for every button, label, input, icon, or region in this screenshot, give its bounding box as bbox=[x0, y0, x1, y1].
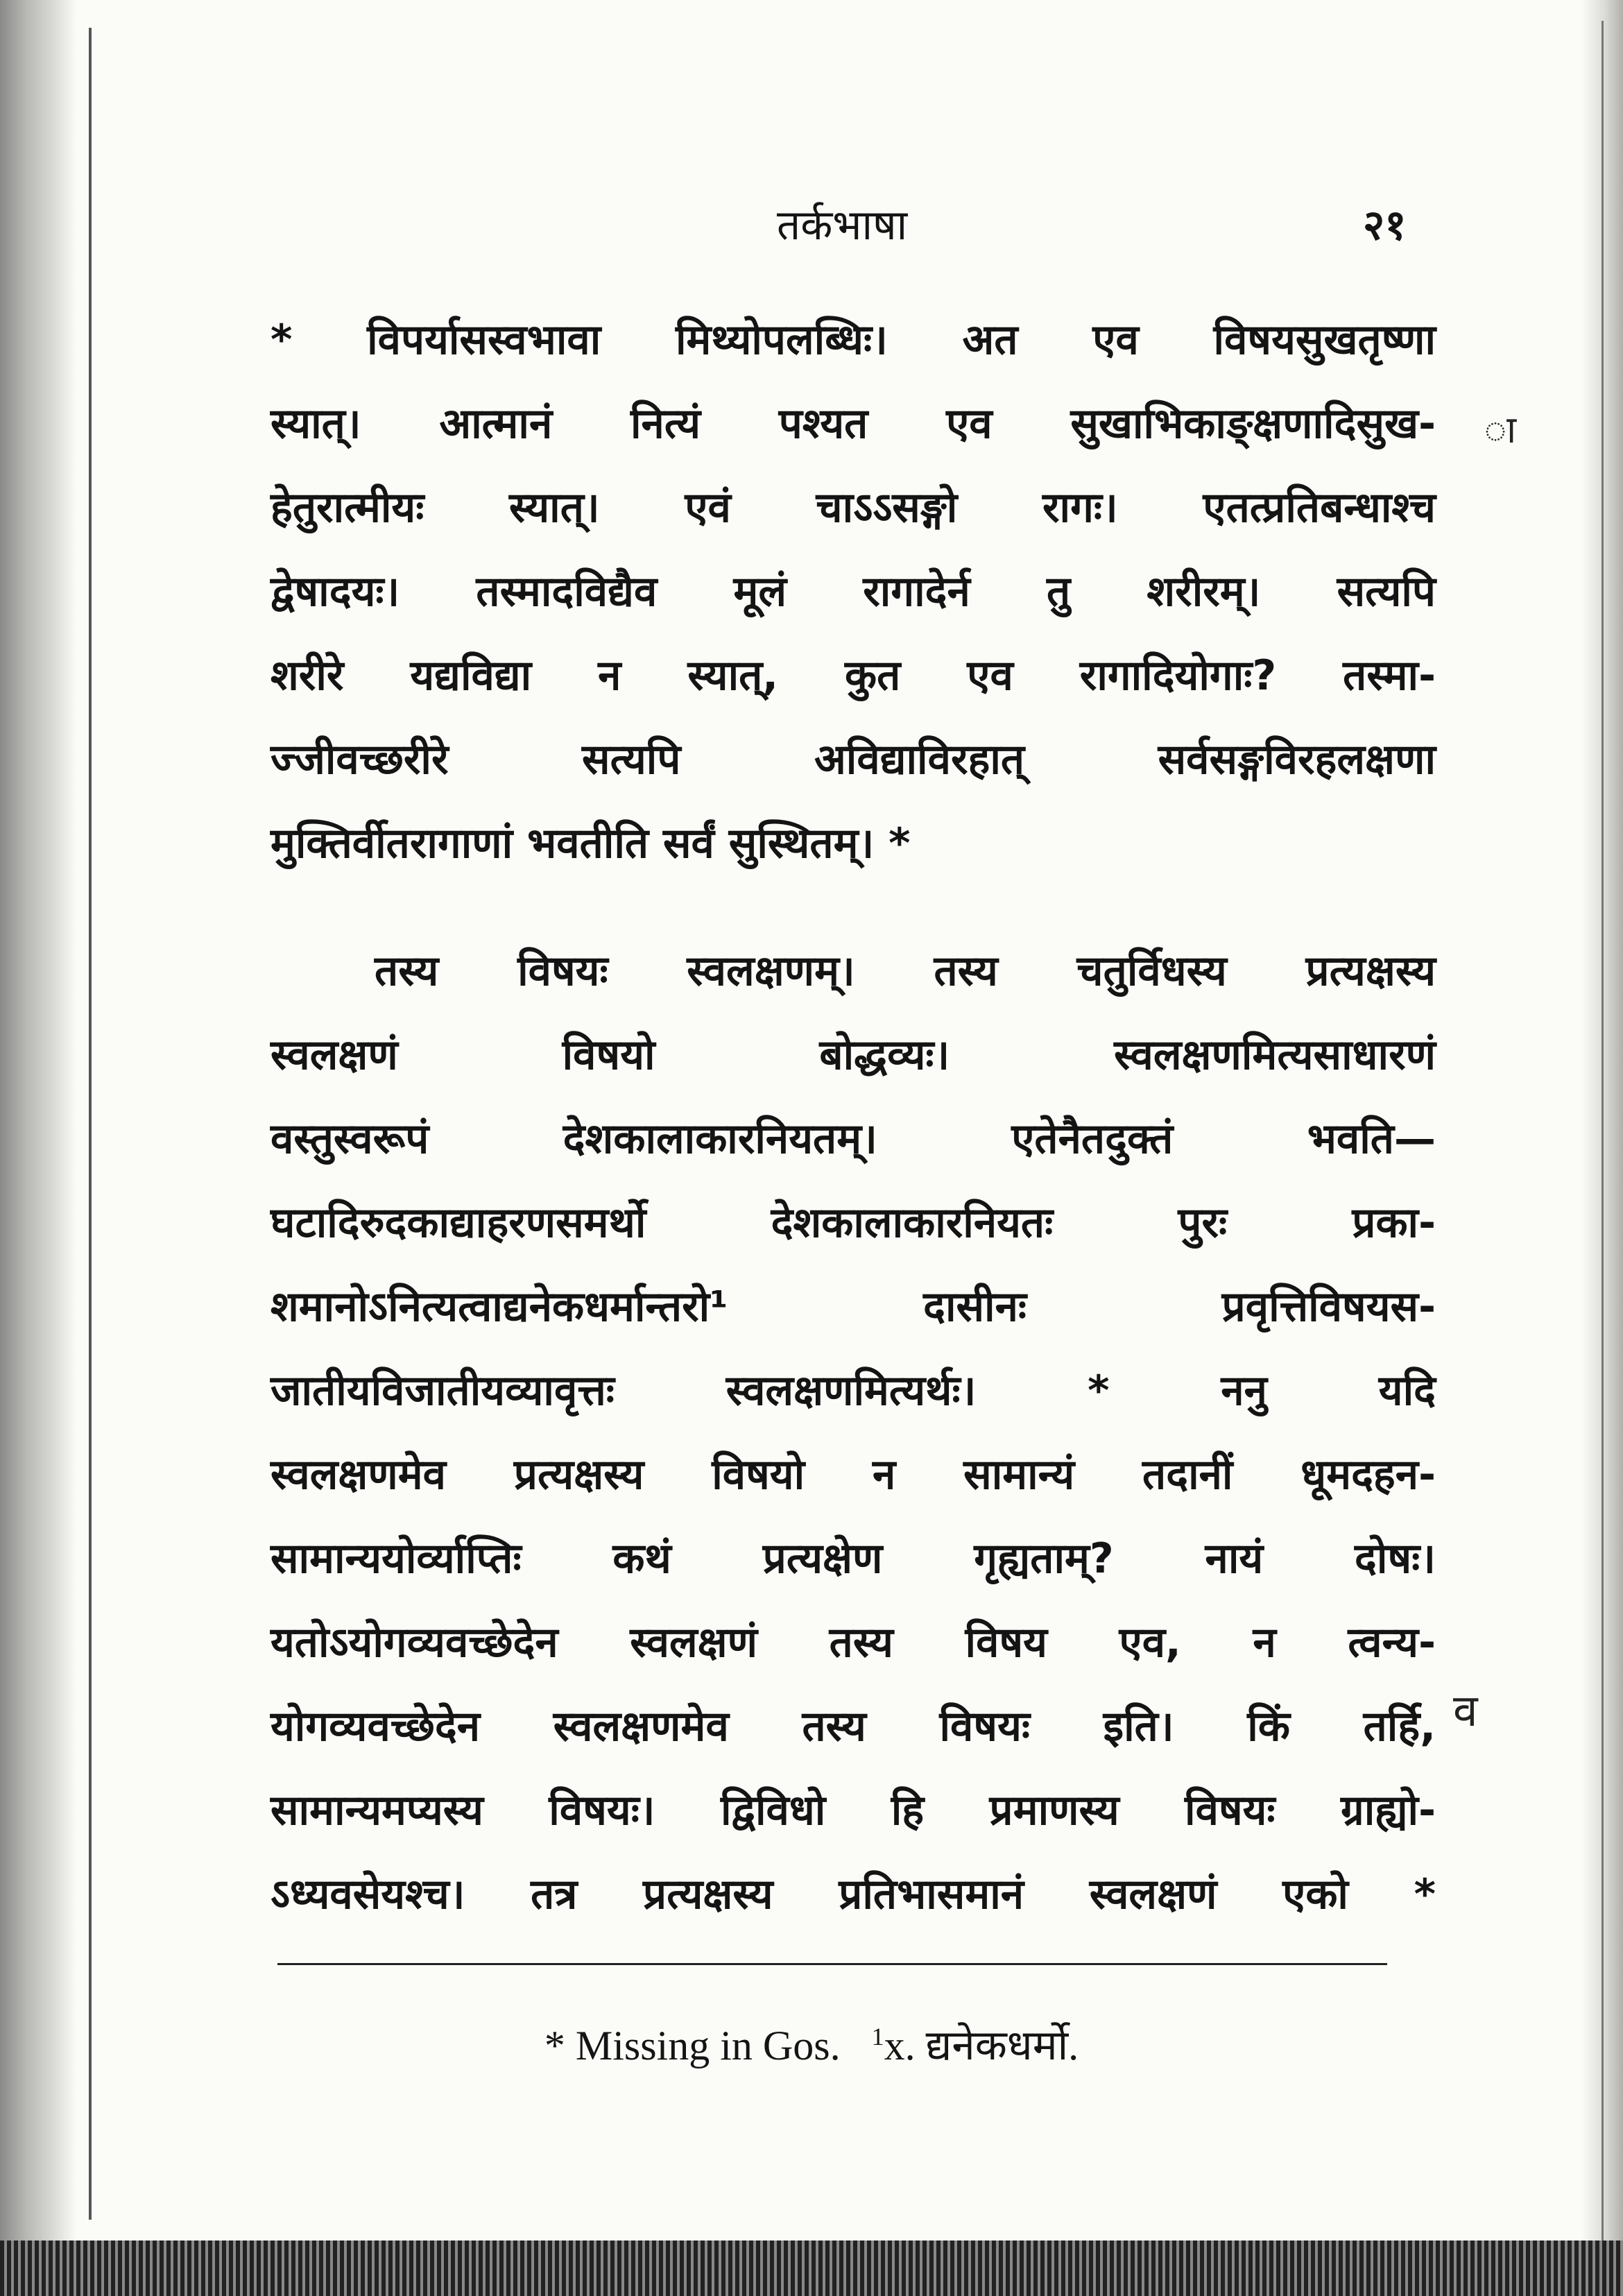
text-line: स्यात्। आत्मानं नित्यं पश्यत एव सुखाभिकाङ्क्षणादिसुख- bbox=[270, 400, 1436, 448]
text-line: हेतुरात्मीयः स्यात्। एवं चाऽऽसङ्गो रागः। एतत्प्रतिबन्धाश्च bbox=[270, 483, 1436, 532]
text-line: स्वलक्षणं विषयो बोद्धव्यः। स्वलक्षणमित्यसाधारणं bbox=[270, 1031, 1436, 1079]
text-line: वस्तुस्वरूपं देशकालाकारनियतम्। एतेनैतदुक्तं भवति— bbox=[270, 1115, 1436, 1163]
text-line: सामान्ययोर्व्याप्तिः कथं प्रत्यक्षेण गृह्यताम्? नायं दोषः। bbox=[270, 1534, 1436, 1583]
margin-note: व bbox=[1453, 1686, 1478, 1737]
paragraph-2 bbox=[270, 929, 1436, 1937]
text-line: स्वलक्षणमेव प्रत्यक्षस्य विषयो न सामान्यं तदानीं धूमदहन- bbox=[270, 1450, 1436, 1499]
footnote-separator bbox=[277, 1963, 1387, 1965]
text-line: शरीरे यद्यविद्या न स्यात्, कुत एव रागादियोगाः? तस्मा- bbox=[270, 651, 1436, 700]
page-number: २१ bbox=[1363, 201, 1407, 250]
text-line: मुक्तिर्वीतरागाणां भवतीति सर्वं सुस्थितम्। * bbox=[270, 819, 911, 868]
footnote bbox=[0, 2015, 1623, 2072]
margin-note: ा bbox=[1484, 408, 1517, 452]
text-line: यतोऽयोगव्यवच्छेदेन स्वलक्षणं तस्य विषय एव, न त्वन्य- bbox=[270, 1618, 1436, 1667]
text-line: ज्जीवच्छरीरे सत्यपि अविद्याविरहात् सर्वसङ्गविरहलक्षणा bbox=[270, 735, 1436, 784]
footnote-variant: x. द्यनेकधर्मो. bbox=[884, 2023, 1079, 2068]
text-line: सामान्यमप्यस्य विषयः। द्विविधो हि प्रमाणस्य विषयः ग्राह्यो- bbox=[270, 1786, 1436, 1835]
text-line: शमानोऽनित्यत्वाद्यनेकधर्मान्तरो¹ दासीनः प्रवृत्तिविषयस- bbox=[270, 1283, 1436, 1331]
footnote-marker: 1 bbox=[871, 2023, 884, 2050]
footnote-text: * Missing in Gos. bbox=[544, 2023, 841, 2068]
text-line: घटादिरुदकाद्याहरणसमर्थो देशकालाकारनियतः पुरः प्रका- bbox=[270, 1199, 1436, 1247]
text-line: द्वेषादयः। तस्मादविद्यैव मूलं रागादेर्न तु शरीरम्। सत्यपि bbox=[270, 567, 1436, 616]
text-line: जातीयविजातीयव्यावृत्तः स्वलक्षणमित्यर्थः। * ननु यदि bbox=[270, 1367, 1436, 1415]
paragraph-1 bbox=[270, 298, 1436, 886]
text-line: योगव्यवच्छेदेन स्वलक्षणमेव तस्य विषयः इति। किं तर्हि, bbox=[270, 1702, 1436, 1751]
page-header bbox=[0, 194, 1623, 257]
text-line: * विपर्यासस्वभावा मिथ्योपलब्धिः। अत एव विषयसुखतृष्णा bbox=[270, 316, 1436, 364]
text-line: तस्य विषयः स्वलक्षणम्। तस्य चतुर्विधस्य प्रत्यक्षस्य bbox=[375, 947, 1436, 995]
running-title: तर्कभाषा bbox=[777, 201, 908, 250]
text-line: ऽध्यवसेयश्च। तत्र प्रत्यक्षस्य प्रतिभासमानं स्वलक्षणं एको * bbox=[270, 1870, 1436, 1919]
